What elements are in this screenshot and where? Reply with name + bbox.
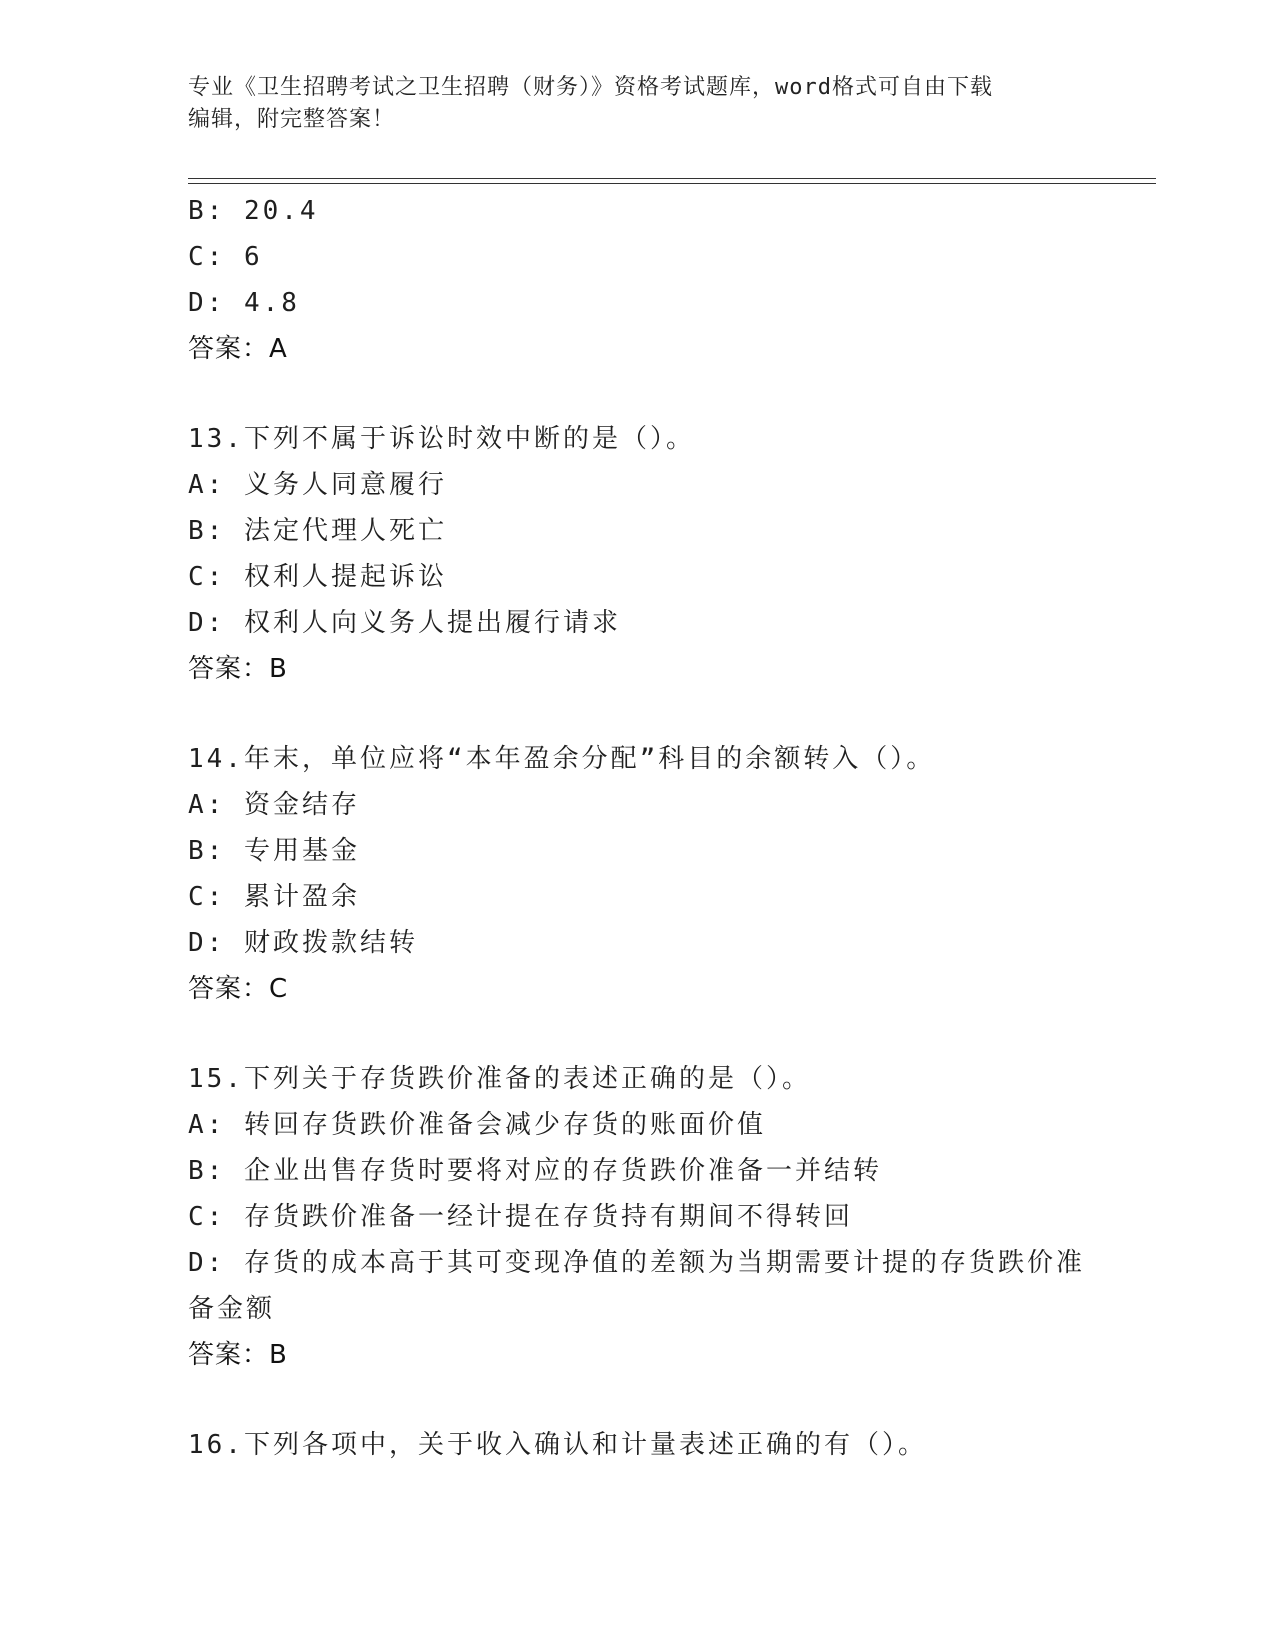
option-d: D: 4.8: [188, 288, 300, 318]
header-line-2: 编辑，附完整答案！: [188, 107, 396, 132]
question-14: [188, 736, 1088, 1012]
answer-value: C: [269, 974, 289, 1004]
option-d-continued: 备金额: [188, 1294, 276, 1324]
option-d: D: 财政拨款结转: [188, 928, 418, 958]
option-a: A: 义务人同意履行: [188, 470, 447, 500]
option-b: B: 专用基金: [188, 836, 360, 866]
answer-line: [188, 966, 1088, 1012]
document-header: [188, 72, 1088, 136]
header-divider-bottom: [188, 183, 1156, 184]
option-c: C: 存货跌价准备一经计提在存货持有期间不得转回: [188, 1202, 853, 1232]
question-12-tail: [188, 188, 1088, 372]
answer-label: 答案：: [188, 654, 270, 684]
answer-label: 答案：: [188, 334, 270, 364]
option-c: C: 权利人提起诉讼: [188, 562, 447, 592]
question-stem: 16.下列各项中，关于收入确认和计量表述正确的有（）。: [188, 1430, 927, 1460]
answer-label: 答案：: [188, 1340, 270, 1370]
option-b: B: 企业出售存货时要将对应的存货跌价准备一并结转: [188, 1156, 882, 1186]
question-stem: 14.年末，单位应将“本年盈余分配”科目的余额转入（）。: [188, 744, 936, 774]
option-c: C: 6: [188, 242, 263, 272]
option-b: B: 法定代理人死亡: [188, 516, 447, 546]
answer-label: 答案：: [188, 974, 270, 1004]
header-divider-top: [188, 178, 1156, 179]
question-stem: 15.下列关于存货跌价准备的表述正确的是（）。: [188, 1064, 811, 1094]
answer-line: [188, 1332, 1088, 1378]
option-b: B: 20.4: [188, 196, 319, 226]
option-d: D: 权利人向义务人提出履行请求: [188, 608, 621, 638]
option-d: D: 存货的成本高于其可变现净值的差额为当期需要计提的存货跌价准: [188, 1248, 1085, 1278]
option-c: C: 累计盈余: [188, 882, 360, 912]
option-a: A: 资金结存: [188, 790, 360, 820]
header-line-1: 专业《卫生招聘考试之卫生招聘（财务）》资格考试题库，word格式可自由下载: [188, 75, 993, 100]
question-16: [188, 1422, 1088, 1468]
question-13: [188, 416, 1088, 692]
question-stem: 13.下列不属于诉讼时效中断的是（）。: [188, 424, 695, 454]
answer-line: [188, 326, 1088, 372]
answer-line: [188, 646, 1088, 692]
answer-value: B: [269, 1340, 288, 1370]
question-content: [188, 188, 1088, 1468]
answer-value: B: [269, 654, 288, 684]
answer-value: A: [269, 334, 288, 364]
option-a: A: 转回存货跌价准备会减少存货的账面价值: [188, 1110, 766, 1140]
question-15: [188, 1056, 1088, 1378]
